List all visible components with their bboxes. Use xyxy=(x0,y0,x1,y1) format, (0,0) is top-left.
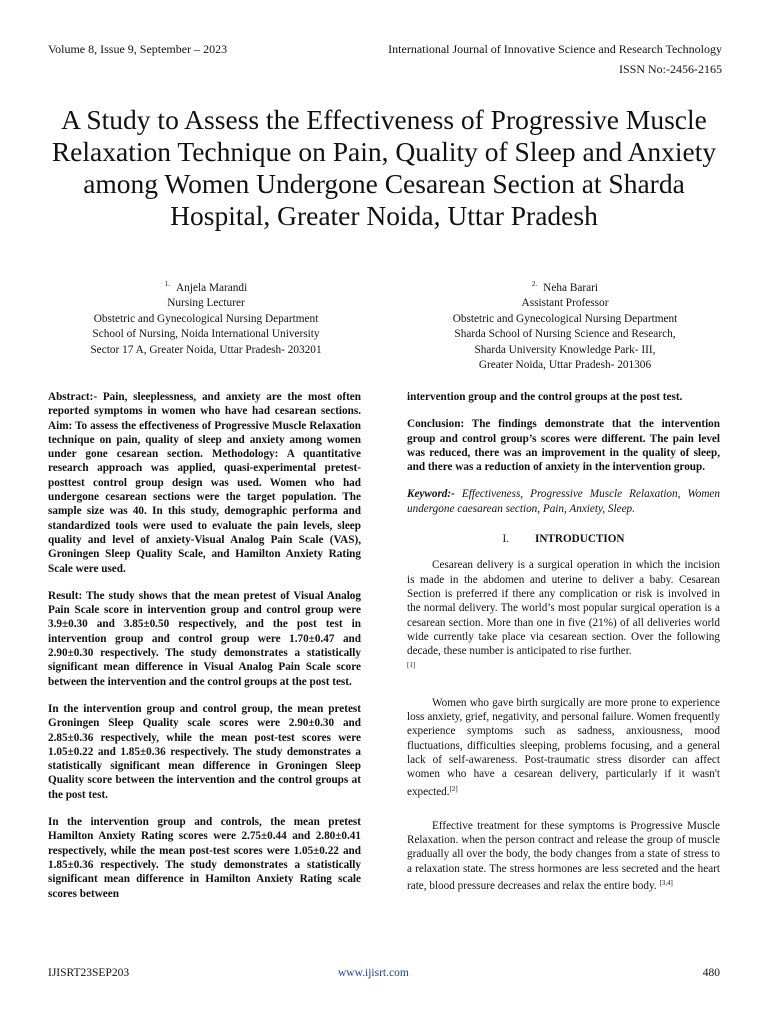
keywords-text: Effectiveness, Progressive Muscle Relaxation, Women undergone caesarean section, Pain, Anxiety, Sleep. xyxy=(407,488,720,515)
abstract-paragraph: Abstract:- Pain, sleeplessness, and anxiety are the most often reported symptoms in women who have had cesarean sections. Aim: To assess the effectiveness of Progressive Muscle Relaxation technique on pain, quality of sleep and anxiety among women under gone cesarean section. Methodology: A quantitative research approach was applied, quasi-experimental pretest-posttest control group design was used. Women who had undergone cesarean sections were the target population. The sample size was 40. In this study, demographic performa and standardized tools were used to evaluate the pain levels, sleep quality and level of anxiety-Visual Analog Pain Scale (VAS), Groningen Sleep Quality Scale, and Hamilton Anxiety Rating Scale were used. xyxy=(48,391,361,575)
page-number: 480 xyxy=(702,967,720,979)
author-affiliation-line: School of Nursing, Noida International University xyxy=(92,328,320,341)
left-column xyxy=(48,390,361,914)
citation: [1] xyxy=(407,661,416,670)
author-affiliation-line: Obstetric and Gynecological Nursing Department xyxy=(93,312,319,325)
author-affiliation-line: Greater Noida, Uttar Pradesh- 201306 xyxy=(478,359,652,372)
issn: ISSN No:-2456-2165 xyxy=(618,62,722,76)
author-number: 2. xyxy=(531,280,538,288)
citation: [2] xyxy=(449,784,458,793)
article-id: IJISRT23SEP203 xyxy=(48,967,130,979)
result-paragraph: Result: The study shows that the mean pretest of Visual Analog Pain Scale score in intervention group and control group were 3.9±0.30 and 3.85±0.50 respectively, and the post test in intervention group and control group were 1.70±0.47 and 2.90±0.30 respectively. The study demonstrates a statistically significant mean difference in Visual Analog Pain Scale score between the intervention and the control groups at the post test. xyxy=(48,589,361,688)
author-affiliation-line: Nursing Lecturer xyxy=(167,297,245,310)
keywords-label: Keyword:- xyxy=(407,488,455,501)
intro-paragraph-1: Cesarean delivery is a surgical operation in which the incision is made in the abdomen and uterine to deliver a baby. Cesarean Section is preferred if there any complication or risk is involved in the normal delivery. The world’s most popular surgical operation is a cesarean section. More than one in five (21%) of all deliveries world wide currently take place via cesarean section. Over the following decade, these number is anticipated to rise further. [1] xyxy=(407,559,720,670)
author-affiliation-line: Assistant Professor xyxy=(521,297,609,310)
section-number: I. xyxy=(502,533,509,546)
author-affiliation-line: Obstetric and Gynecological Nursing Department xyxy=(452,312,678,325)
intro-paragraph-3: Effective treatment for these symptoms is Progressive Muscle Relaxation. when the person contract and release the group of muscle gradually all over the body, the body changes from a state of stress to a relaxation state. The stress hormones are less secreted and the heart rate, blood pressure decreases and relax the entire body. [3,4] xyxy=(407,819,720,893)
keywords xyxy=(407,487,720,516)
journal-website-link[interactable]: www.ijisrt.com xyxy=(338,967,409,979)
volume-issue: Volume 8, Issue 9, September – 2023 xyxy=(48,42,228,56)
author-name: Neha Barari xyxy=(543,282,599,294)
anxiety-result-paragraph: In the intervention group and controls, the mean pretest Hamilton Anxiety Rating scores were 2.75±0.44 and 2.80±0.41 respectively, while the mean post-test scores were 1.05±0.22 and 1.85±0.36 respectively. The study demonstrates a statistically significant mean difference in Hamilton Anxiety Rating scale scores between xyxy=(48,816,361,900)
anxiety-result-continuation: intervention group and the control groups at the post test. xyxy=(407,391,683,403)
author-affiliation-line: Sharda School of Nursing Science and Research, xyxy=(454,328,676,341)
author-name: Anjela Marandi xyxy=(176,282,248,294)
author-block-1 xyxy=(56,277,356,358)
section-title: INTRODUCTION xyxy=(535,533,625,546)
right-column xyxy=(407,390,720,906)
citation: [3,4] xyxy=(659,879,673,888)
journal-name: International Journal of Innovative Science and Research Technology xyxy=(388,42,722,56)
sleep-result-paragraph: In the intervention group and control group, the mean pretest Groningen Sleep Quality scale scores were 2.90±0.30 and 2.85±0.36 respectively, while the mean post-test scores were 1.05±0.22 and 1.85±0.36 respectively. The study demonstrates a statistically significant mean difference in Groningen Sleep Quality score between the intervention and the control groups at the post test. xyxy=(48,702,361,801)
author-affiliation-line: Sector 17 A, Greater Noida, Uttar Pradesh- 203201 xyxy=(90,343,322,356)
section-heading xyxy=(407,532,720,546)
intro-paragraph-2: Women who gave birth surgically are more prone to experience loss anxiety, grief, negativity, and personal failure. Women frequently experience symptoms such as sadness, anxiousness, mood fluctuations, difficulties sleeping, problems focusing, and a general lack of self-awareness. Post-traumatic stress disorder can affect women who have a cesarean delivery, particularly if it wasn't expected.[2] xyxy=(407,696,720,798)
author-block-2 xyxy=(400,277,730,373)
author-number: 1. xyxy=(164,280,171,288)
paper-title: A Study to Assess the Effectiveness of Progressive Muscle Relaxation Technique on Pain, Quality of Sleep and Anxiety among Women Undergone Cesarean Section at Sharda Hospital, Greater Noida, Uttar Pradesh xyxy=(51,104,717,232)
conclusion-paragraph: Conclusion: The findings demonstrate that the intervention group and control group’s scores were different. The pain level was reduced, there was an improvement in the quality of sleep, and there was a reduction of anxiety in the intervention group. xyxy=(407,418,720,474)
author-affiliation-line: Sharda University Knowledge Park- III, xyxy=(474,343,656,356)
